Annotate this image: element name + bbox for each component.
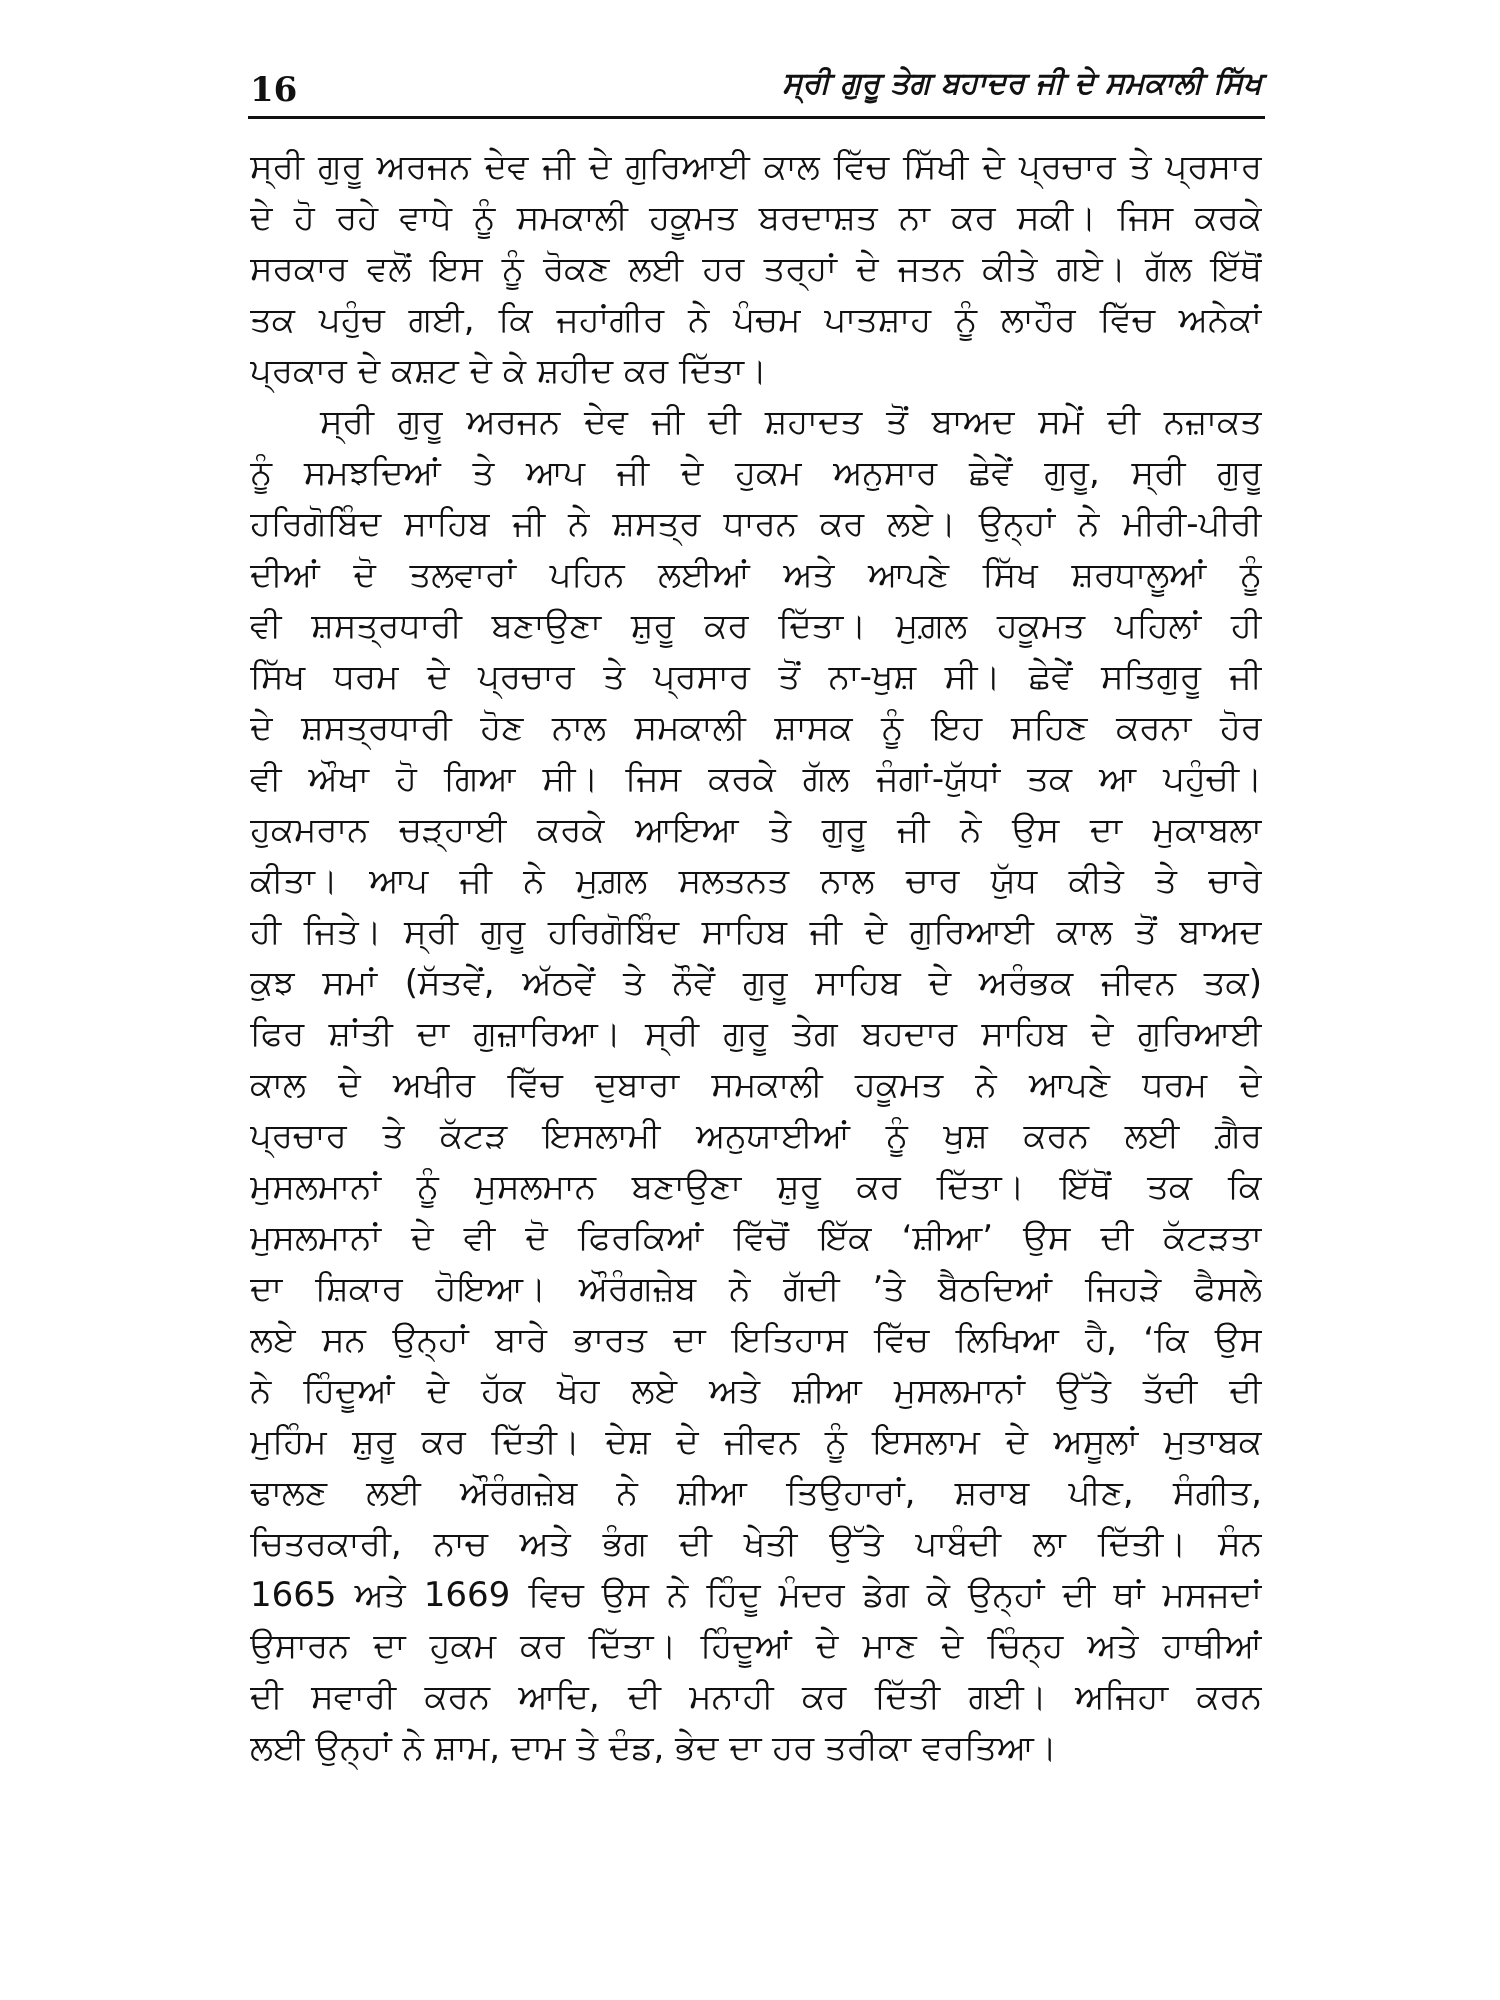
text-line: ਨੂੰ ਸਮਝਦਿਆਂ ਤੇ ਆਪ ਜੀ ਦੇ ਹੁਕਮ ਅਨੁਸਾਰ ਛੇਵੇਂ ਗੁਰੂ, ਸ੍ਰੀ ਗੁਰੂ bbox=[250, 453, 1262, 493]
text-line: ਲਏ ਸਨ ਉਨ੍ਹਾਂ ਬਾਰੇ ਭਾਰਤ ਦਾ ਇਤਿਹਾਸ ਵਿੱਚ ਲਿਖਿਆ ਹੈ, ‘ਕਿ ਉਸ bbox=[250, 1320, 1262, 1360]
running-head bbox=[250, 60, 1262, 120]
text-line: ਪ੍ਰਚਾਰ ਤੇ ਕੱਟੜ ਇਸਲਾਮੀ ਅਨੁਯਾਈਆਂ ਨੂੰ ਖੁਸ਼ ਕਰਨ ਲਈ ਗ਼ੈਰ bbox=[250, 1116, 1262, 1156]
text-line: ਮੁਸਲਮਾਨਾਂ ਨੂੰ ਮੁਸਲਮਾਨ ਬਣਾਉਣਾ ਸ਼ੁਰੂ ਕਰ ਦਿੱਤਾ। ਇੱਥੋਂ ਤਕ ਕਿ bbox=[250, 1167, 1262, 1207]
text-line: ਦੇ ਹੋ ਰਹੇ ਵਾਧੇ ਨੂੰ ਸਮਕਾਲੀ ਹਕੂਮਤ ਬਰਦਾਸ਼ਤ ਨਾ ਕਰ ਸਕੀ। ਜਿਸ ਕਰਕੇ bbox=[250, 198, 1262, 238]
page-number: 16 bbox=[250, 70, 298, 110]
running-title: ਸ੍ਰੀ ਗੁਰੂ ਤੇਗ ਬਹਾਦਰ ਜੀ ਦੇ ਸਮਕਾਲੀ ਸਿੱਖ bbox=[782, 66, 1262, 101]
text-line: ਢਾਲਣ ਲਈ ਔਰੰਗਜ਼ੇਬ ਨੇ ਸ਼ੀਆ ਤਿਉਹਾਰਾਂ, ਸ਼ਰਾਬ ਪੀਣ, ਸੰਗੀਤ, bbox=[250, 1473, 1262, 1513]
text-line: ਹੀ ਜਿਤੇ। ਸ੍ਰੀ ਗੁਰੂ ਹਰਿਗੋਬਿੰਦ ਸਾਹਿਬ ਜੀ ਦੇ ਗੁਰਿਆਈ ਕਾਲ ਤੋਂ ਬਾਅਦ bbox=[250, 912, 1262, 952]
text-line: ਵੀ ਸ਼ਸਤ੍ਰਧਾਰੀ ਬਣਾਉਣਾ ਸ਼ੁਰੂ ਕਰ ਦਿੱਤਾ। ਮੁਗ਼ਲ ਹਕੂਮਤ ਪਹਿਲਾਂ ਹੀ bbox=[250, 606, 1262, 646]
text-line: ਵੀ ਔਖਾ ਹੋ ਗਿਆ ਸੀ। ਜਿਸ ਕਰਕੇ ਗੱਲ ਜੰਗਾਂ-ਯੁੱਧਾਂ ਤਕ ਆ ਪਹੁੰਚੀ। bbox=[250, 759, 1262, 799]
body-text bbox=[250, 142, 1262, 1774]
text-line: ਦੇ ਸ਼ਸਤ੍ਰਧਾਰੀ ਹੋਣ ਨਾਲ ਸਮਕਾਲੀ ਸ਼ਾਸਕ ਨੂੰ ਇਹ ਸਹਿਣ ਕਰਨਾ ਹੋਰ bbox=[250, 708, 1262, 748]
text-line: ਸਿੱਖ ਧਰਮ ਦੇ ਪ੍ਰਚਾਰ ਤੇ ਪ੍ਰਸਾਰ ਤੋਂ ਨਾ-ਖੁਸ਼ ਸੀ। ਛੇਵੇਂ ਸਤਿਗੁਰੂ ਜੀ bbox=[250, 657, 1262, 697]
text-line: ਮੁਹਿੰਮ ਸ਼ੁਰੂ ਕਰ ਦਿੱਤੀ। ਦੇਸ਼ ਦੇ ਜੀਵਨ ਨੂੰ ਇਸਲਾਮ ਦੇ ਅਸੂਲਾਂ ਮੁਤਾਬਕ bbox=[250, 1422, 1262, 1462]
text-line: ਫਿਰ ਸ਼ਾਂਤੀ ਦਾ ਗੁਜ਼ਾਰਿਆ। ਸ੍ਰੀ ਗੁਰੂ ਤੇਗ ਬਹਦਾਰ ਸਾਹਿਬ ਦੇ ਗੁਰਿਆਈ bbox=[250, 1014, 1262, 1054]
header-rule bbox=[248, 116, 1265, 119]
text-line: ਤਕ ਪਹੁੰਚ ਗਈ, ਕਿ ਜਹਾਂਗੀਰ ਨੇ ਪੰਚਮ ਪਾਤਸ਼ਾਹ ਨੂੰ ਲਾਹੌਰ ਵਿੱਚ ਅਨੇਕਾਂ bbox=[250, 300, 1262, 340]
text-line: ਕੀਤਾ। ਆਪ ਜੀ ਨੇ ਮੁਗ਼ਲ ਸਲਤਨਤ ਨਾਲ ਚਾਰ ਯੁੱਧ ਕੀਤੇ ਤੇ ਚਾਰੇ bbox=[250, 861, 1262, 901]
text-line: ਮੁਸਲਮਾਨਾਂ ਦੇ ਵੀ ਦੋ ਫਿਰਕਿਆਂ ਵਿੱਚੋਂ ਇੱਕ ‘ਸ਼ੀਆ’ ਉਸ ਦੀ ਕੱਟੜਤਾ bbox=[250, 1218, 1262, 1258]
text-line: ਦੀਆਂ ਦੋ ਤਲਵਾਰਾਂ ਪਹਿਨ ਲਈਆਂ ਅਤੇ ਆਪਣੇ ਸਿੱਖ ਸ਼ਰਧਾਲੂਆਂ ਨੂੰ bbox=[250, 555, 1262, 595]
text-line: 1665 ਅਤੇ 1669 ਵਿਚ ਉਸ ਨੇ ਹਿੰਦੂ ਮੰਦਰ ਡੇਗ ਕੇ ਉਨ੍ਹਾਂ ਦੀ ਥਾਂ ਮਸਜਦਾਂ bbox=[250, 1575, 1262, 1615]
text-line: ਸ੍ਰੀ ਗੁਰੂ ਅਰਜਨ ਦੇਵ ਜੀ ਦੇ ਗੁਰਿਆਈ ਕਾਲ ਵਿੱਚ ਸਿੱਖੀ ਦੇ ਪ੍ਰਚਾਰ ਤੇ ਪ੍ਰਸਾਰ bbox=[250, 147, 1262, 187]
text-line: ਨੇ ਹਿੰਦੂਆਂ ਦੇ ਹੱਕ ਖੋਹ ਲਏ ਅਤੇ ਸ਼ੀਆ ਮੁਸਲਮਾਨਾਂ ਉੱਤੇ ਤੱਦੀ ਦੀ bbox=[250, 1371, 1262, 1411]
text-line: ਉਸਾਰਨ ਦਾ ਹੁਕਮ ਕਰ ਦਿੱਤਾ। ਹਿੰਦੂਆਂ ਦੇ ਮਾਣ ਦੇ ਚਿੰਨ੍ਹ ਅਤੇ ਹਾਥੀਆਂ bbox=[250, 1626, 1262, 1666]
text-line: ਚਿਤਰਕਾਰੀ, ਨਾਚ ਅਤੇ ਭੰਗ ਦੀ ਖੇਤੀ ਉੱਤੇ ਪਾਬੰਦੀ ਲਾ ਦਿੱਤੀ। ਸੰਨ bbox=[250, 1524, 1262, 1564]
text-line: ਸ੍ਰੀ ਗੁਰੂ ਅਰਜਨ ਦੇਵ ਜੀ ਦੀ ਸ਼ਹਾਦਤ ਤੋਂ ਬਾਅਦ ਸਮੇਂ ਦੀ ਨਜ਼ਾਕਤ bbox=[320, 402, 1262, 442]
text-line: ਹਰਿਗੋਬਿੰਦ ਸਾਹਿਬ ਜੀ ਨੇ ਸ਼ਸਤ੍ਰ ਧਾਰਨ ਕਰ ਲਏ। ਉਨ੍ਹਾਂ ਨੇ ਮੀਰੀ-ਪੀਰੀ bbox=[250, 504, 1262, 544]
text-line: ਪ੍ਰਕਾਰ ਦੇ ਕਸ਼ਟ ਦੇ ਕੇ ਸ਼ਹੀਦ ਕਰ ਦਿੱਤਾ। bbox=[250, 351, 767, 391]
text-line: ਲਈ ਉਨ੍ਹਾਂ ਨੇ ਸ਼ਾਮ, ਦਾਮ ਤੇ ਦੰਡ, ਭੇਦ ਦਾ ਹਰ ਤਰੀਕਾ ਵਰਤਿਆ। bbox=[250, 1728, 1057, 1768]
text-line: ਦਾ ਸ਼ਿਕਾਰ ਹੋਇਆ। ਔਰੰਗਜ਼ੇਬ ਨੇ ਗੱਦੀ ’ਤੇ ਬੈਠਦਿਆਂ ਜਿਹੜੇ ਫੈਸਲੇ bbox=[250, 1269, 1262, 1309]
text-line: ਸਰਕਾਰ ਵਲੋਂ ਇਸ ਨੂੰ ਰੋਕਣ ਲਈ ਹਰ ਤਰ੍ਹਾਂ ਦੇ ਜਤਨ ਕੀਤੇ ਗਏ। ਗੱਲ ਇੱਥੋਂ bbox=[250, 249, 1262, 289]
text-line: ਕਾਲ ਦੇ ਅਖੀਰ ਵਿੱਚ ਦੁਬਾਰਾ ਸਮਕਾਲੀ ਹਕੂਮਤ ਨੇ ਆਪਣੇ ਧਰਮ ਦੇ bbox=[250, 1065, 1262, 1105]
text-line: ਦੀ ਸਵਾਰੀ ਕਰਨ ਆਦਿ, ਦੀ ਮਨਾਹੀ ਕਰ ਦਿੱਤੀ ਗਈ। ਅਜਿਹਾ ਕਰਨ bbox=[250, 1677, 1262, 1717]
text-line: ਹੁਕਮਰਾਨ ਚੜ੍ਹਾਈ ਕਰਕੇ ਆਇਆ ਤੇ ਗੁਰੂ ਜੀ ਨੇ ਉਸ ਦਾ ਮੁਕਾਬਲਾ bbox=[250, 810, 1262, 850]
text-line: ਕੁਝ ਸਮਾਂ (ਸੱਤਵੇਂ, ਅੱਠਵੇਂ ਤੇ ਨੌਵੇਂ ਗੁਰੂ ਸਾਹਿਬ ਦੇ ਅਰੰਭਕ ਜੀਵਨ ਤਕ) bbox=[250, 963, 1262, 1003]
